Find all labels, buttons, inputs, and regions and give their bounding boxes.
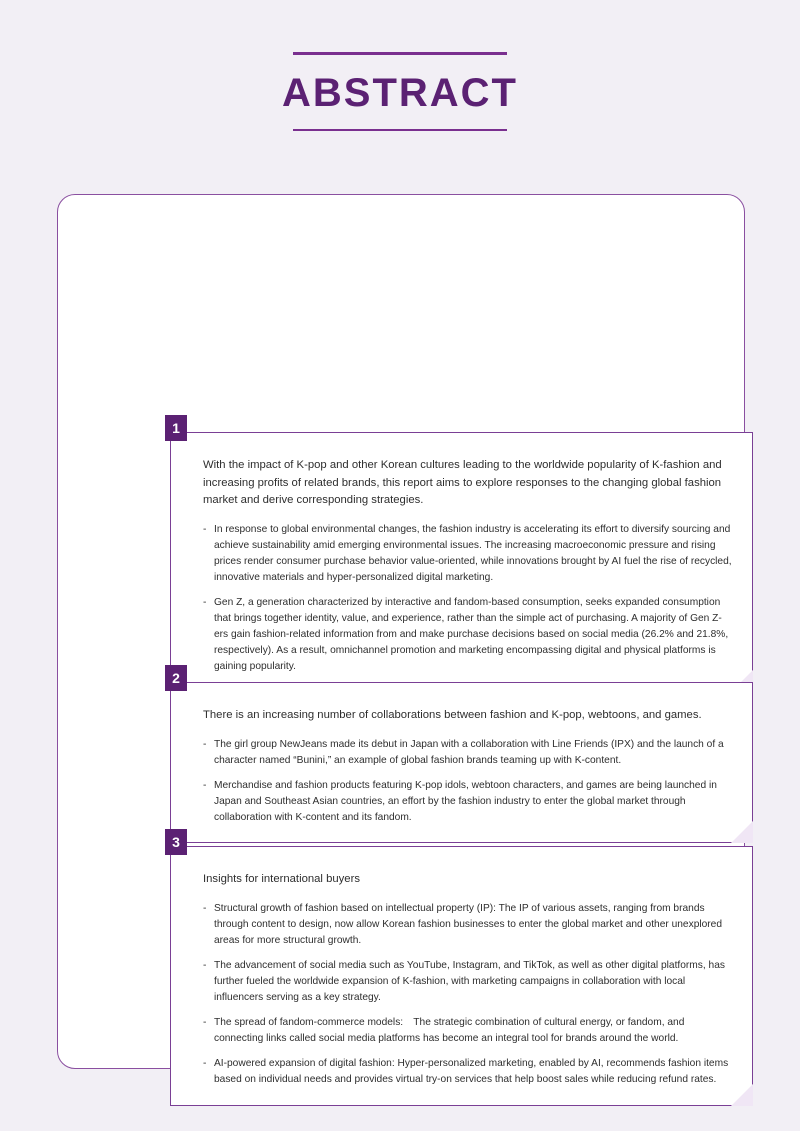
section-2-lead: There is an increasing number of collaborations between fashion and K-pop, webtoons, and games.: [203, 709, 702, 721]
page-title-block: [0, 0, 800, 131]
section-2-body: [171, 683, 752, 842]
section-1-bullets: [203, 522, 734, 676]
list-item: - The girl group NewJeans made its debut in Japan with a collaboration with Line Friends (IPX) and the launch of a character named “Bunini,” an example of global fashion brands teaming up with K-content.: [203, 737, 734, 769]
section-3: [170, 834, 753, 1106]
section-3-lead: Insights for international buyers: [203, 873, 360, 885]
list-item: - The advancement of social media such as YouTube, Instagram, and TikTok, as well as other digital platforms, has further fueled the worldwide expansion of K-fashion, with marketing campaigns in collaboration with local influencers serving as a key strategy.: [203, 958, 734, 1006]
section-1-body: [171, 433, 752, 691]
title-bottom-rule: [293, 129, 507, 131]
section-1-lead: With the impact of K-pop and other Korean cultures leading to the worldwide popularity of K-fashion and increasing profits of related brands, this report aims to explore responses to the changing global fashion market and derive corresponding strategies.: [203, 459, 722, 506]
list-item: - In response to global environmental changes, the fashion industry is accelerating its effort to diversify sourcing and achieve sustainability amid emerging environmental issues. The increasing macroeconomic pressure and rising prices render consumer purchase behavior value-oriented, while innovations brought by AI fuel the rise of recycled, innovative materials and hyper-personalized digital marketing.: [203, 522, 734, 586]
section-3-body: [171, 847, 752, 1105]
section-2-bullets: [203, 737, 734, 827]
section-2-number: 2: [165, 665, 187, 691]
list-item: - AI-powered expansion of digital fashion: Hyper-personalized marketing, enabled by AI, recommends fashion items based on individual needs and provides virtual try-on services that help boost sales while reducing refund rates.: [203, 1056, 734, 1088]
section-1: [170, 420, 753, 692]
section-3-fold-corner: [731, 1084, 753, 1106]
title-top-rule: [293, 52, 507, 55]
list-item: - The spread of fandom-commerce models: The strategic combination of cultural energy, or fandom, and connecting links called social media platforms has become an integral tool for brands around the world.: [203, 1015, 734, 1047]
list-item: - Gen Z, a generation characterized by interactive and fandom-based consumption, seeks expanded consumption that brings together identity, value, and experience, rather than the simple act of purchasing. A majority of Gen Z-ers gain fashion-related information from and make purchase decisions based on social media (26.2% and 21.8%, respectively). As a result, omnichannel promotion and marketing encompassing digital and physical platforms is gaining popularity.: [203, 595, 734, 676]
page-title: ABSTRACT: [282, 71, 518, 115]
section-1-number: 1: [165, 415, 187, 441]
section-3-bullets: [203, 901, 734, 1089]
content-card: [57, 194, 745, 1086]
list-item: - Structural growth of fashion based on intellectual property (IP): The IP of various assets, ranging from brands through content to design, now allow Korean fashion businesses to enter the global market and other unexplored areas for more structural growth.: [203, 901, 734, 949]
section-3-number: 3: [165, 829, 187, 855]
list-item: - Merchandise and fashion products featuring K-pop idols, webtoon characters, and games are being launched in Japan and Southeast Asian countries, an effort by the fashion industry to enter the global market through collaboration with K-content and its fandom.: [203, 778, 734, 826]
section-2-fold-corner: [731, 821, 753, 843]
section-2: [170, 670, 753, 843]
